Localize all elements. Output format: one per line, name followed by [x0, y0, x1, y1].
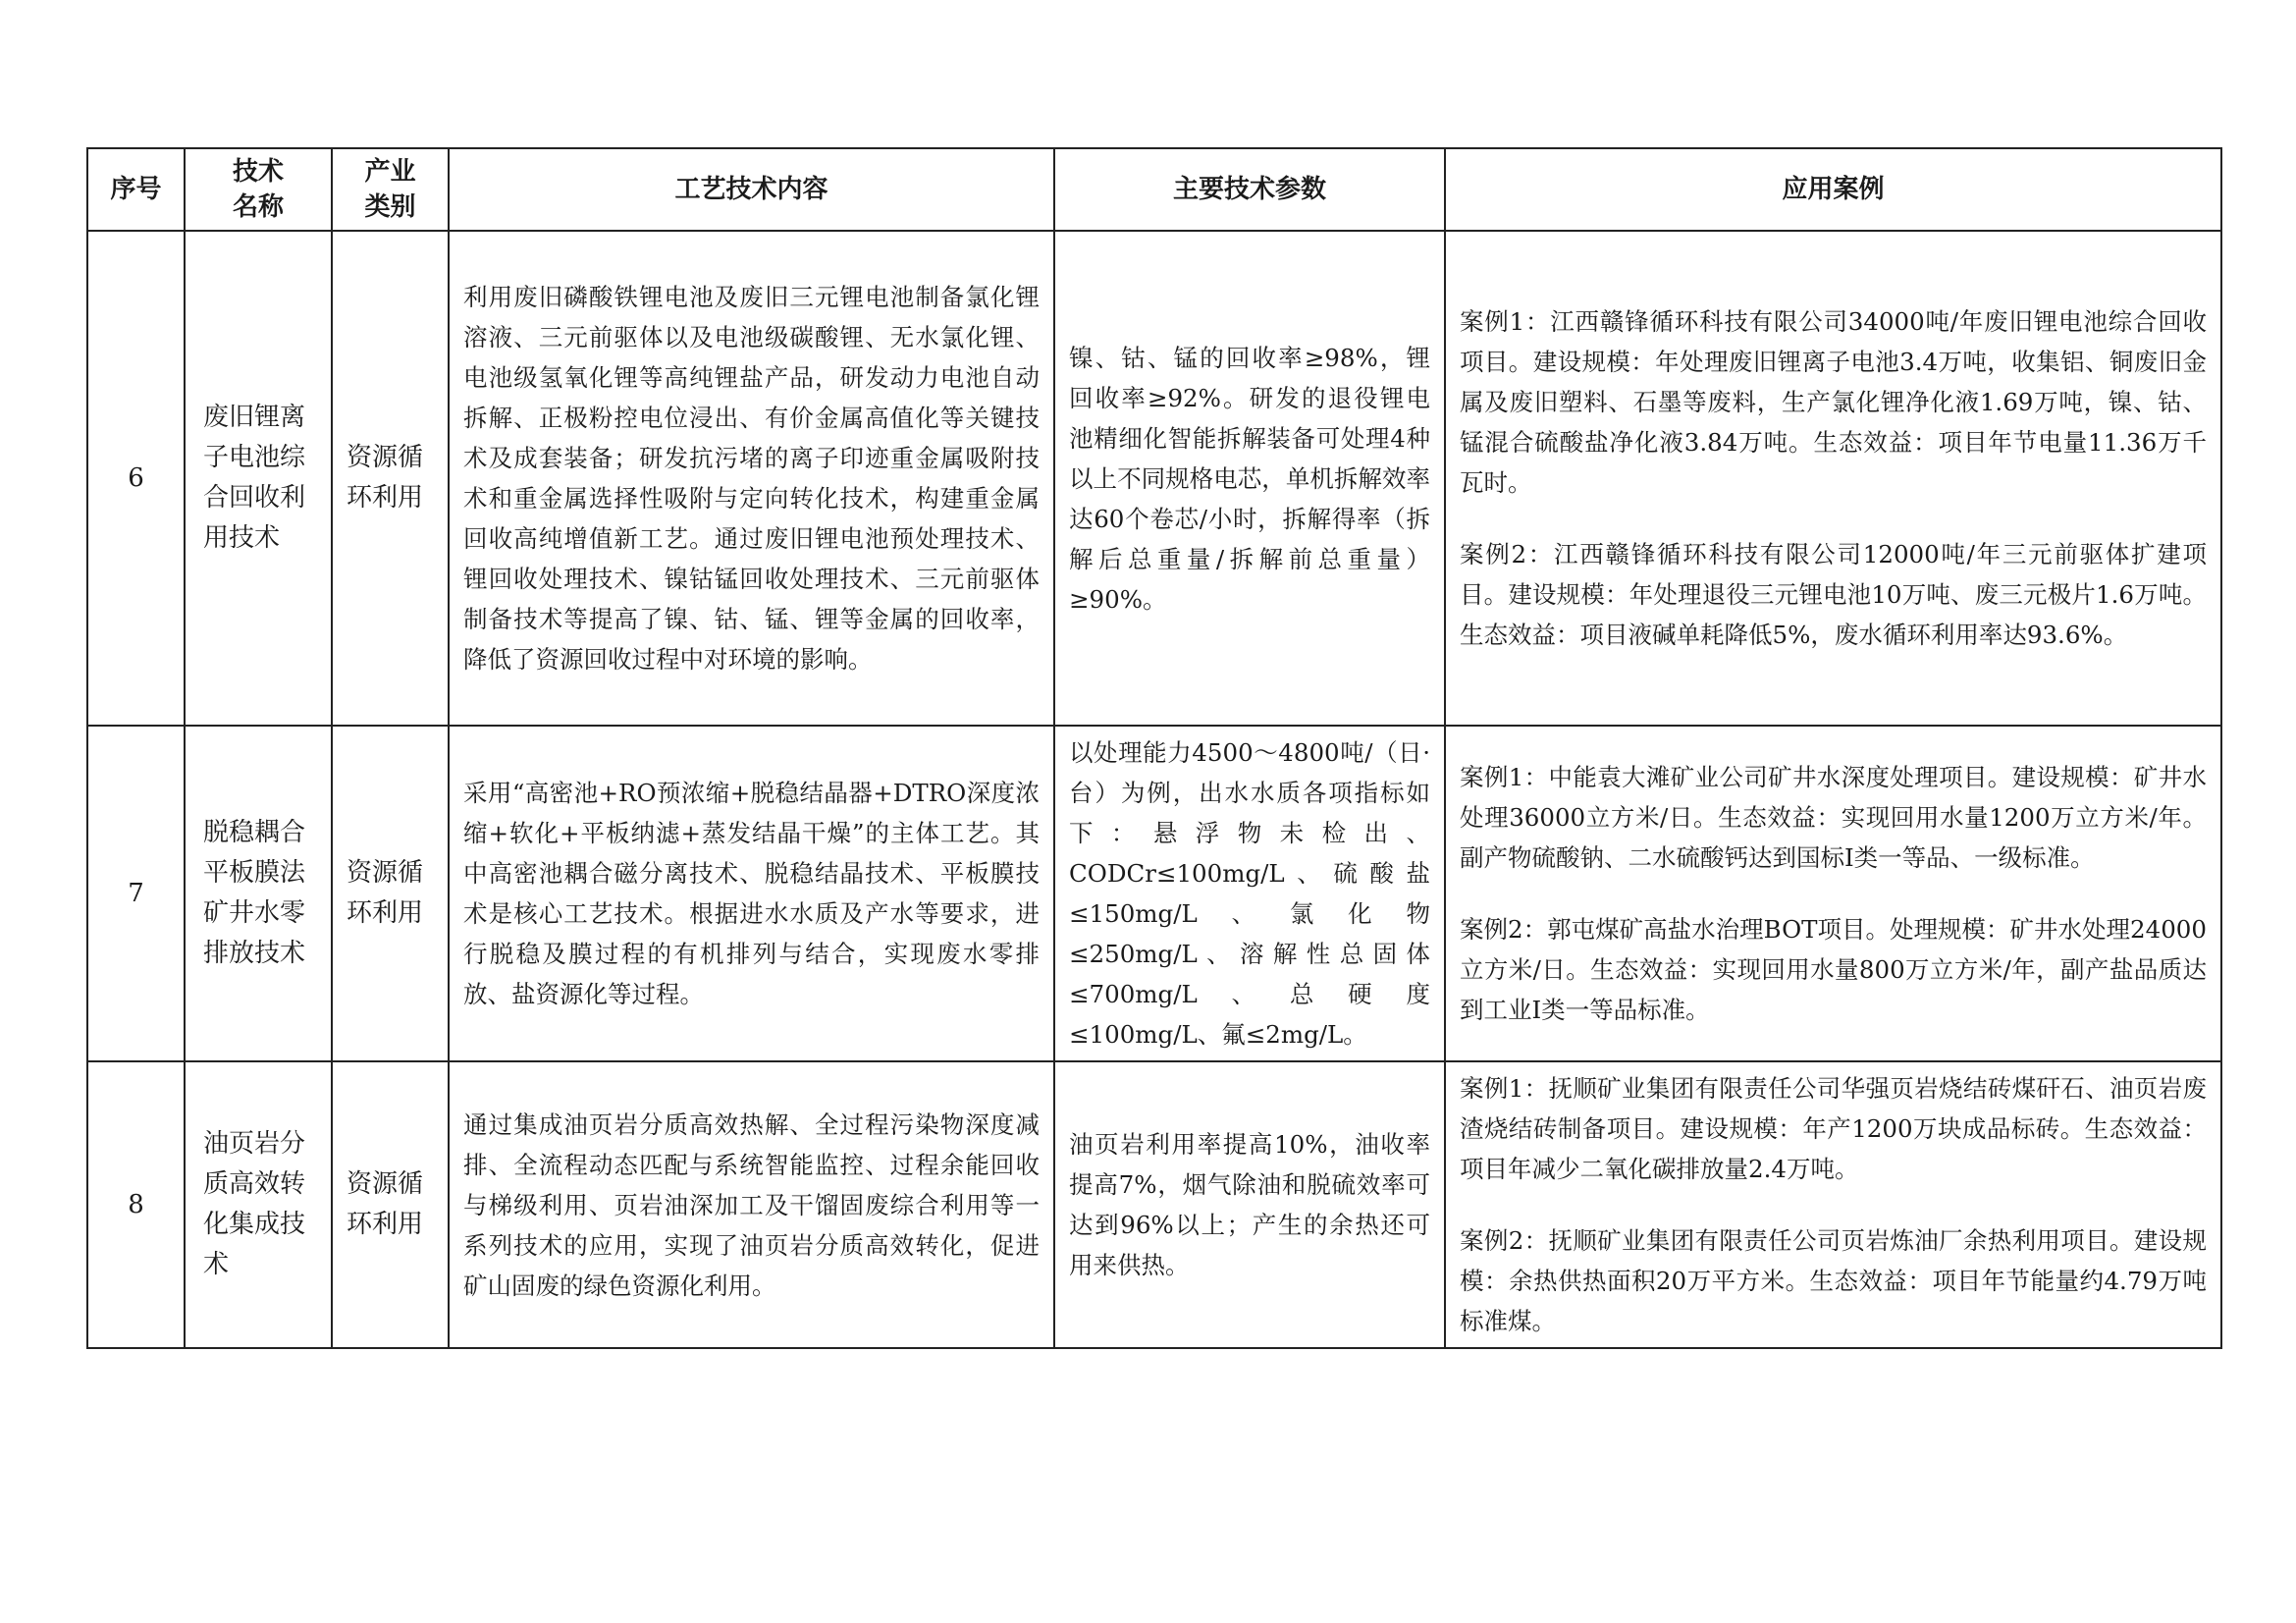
row-tech-name: 油页岩分质高效转化集成技术 [185, 1061, 332, 1348]
header-index: 序号 [87, 148, 185, 231]
row-tech-name: 废旧锂离子电池综合回收利用技术 [185, 231, 332, 726]
row-params: 镍、钴、锰的回收率≥98%，锂回收率≥92%。研发的退役锂电池精细化智能拆解装备可处理4种以上不同规格电芯，单机拆解效率达60个卷芯/小时，拆解得率（拆解后总重量/拆解前总重量）≥90%。 [1054, 231, 1445, 726]
row-index: 6 [87, 231, 185, 726]
row-params: 油页岩利用率提高10%，油收率提高7%，烟气除油和脱硫效率可达到96%以上；产生的余热还可用来供热。 [1054, 1061, 1445, 1348]
row-category: 资源循环利用 [332, 231, 449, 726]
table-row [87, 726, 2221, 1061]
row-process: 通过集成油页岩分质高效热解、全过程污染物深度减排、全流程动态匹配与系统智能监控、过程余能回收与梯级利用、页岩油深加工及干馏固废综合利用等一系列技术的应用，实现了油页岩分质高效转化，促进矿山固废的绿色资源化利用。 [449, 1061, 1054, 1348]
row-process: 利用废旧磷酸铁锂电池及废旧三元锂电池制备氯化锂溶液、三元前驱体以及电池级碳酸锂、无水氯化锂、电池级氢氧化锂等高纯锂盐产品，研发动力电池自动拆解、正极粉控电位浸出、有价金属高值化等关键技术及成套装备；研发抗污堵的离子印迹重金属吸附技术和重金属选择性吸附与定向转化技术，构建重金属回收高纯增值新工艺。通过废旧锂电池预处理技术、锂回收处理技术、镍钴锰回收处理技术、三元前驱体制备技术等提高了镍、钴、锰、锂等金属的回收率，降低了资源回收过程中对环境的影响。 [449, 231, 1054, 726]
case-item: 案例2：抚顺矿业集团有限责任公司页岩炼油厂余热利用项目。建设规模：余热供热面积20万平方米。生态效益：项目年节能量约4.79万吨标准煤。 [1460, 1226, 2207, 1335]
case-item: 案例2：江西赣锋循环科技有限公司12000吨/年三元前驱体扩建项目。建设规模：年处理退役三元锂电池10万吨、废三元极片1.6万吨。生态效益：项目液碱单耗降低5%，废水循环利用率达93.6%。 [1460, 540, 2207, 649]
case-item: 案例1：抚顺矿业集团有限责任公司华强页岩烧结砖煤矸石、油页岩废渣烧结砖制备项目。建设规模：年产1200万块成品标砖。生态效益：项目年减少二氧化碳排放量2.4万吨。 [1460, 1074, 2207, 1183]
row-params: 以处理能力4500～4800吨/（日·台）为例，出水水质各项指标如下：悬浮物未检出、CODCr≤100mg/L、硫酸盐≤150mg/L、氯化物≤250mg/L、溶解性总固体≤700mg/L、总硬度≤100mg/L、氟≤2mg/L。 [1054, 726, 1445, 1061]
header-params: 主要技术参数 [1054, 148, 1445, 231]
table-row [87, 231, 2221, 726]
row-category: 资源循环利用 [332, 726, 449, 1061]
row-cases [1445, 231, 2221, 726]
row-tech-name: 脱稳耦合平板膜法矿井水零排放技术 [185, 726, 332, 1061]
case-item: 案例2：郭屯煤矿高盐水治理BOT项目。处理规模：矿井水处理24000立方米/日。生态效益：实现回用水量800万立方米/年，副产盐品质达到工业I类一等品标准。 [1460, 915, 2207, 1024]
row-index: 7 [87, 726, 185, 1061]
case-item: 案例1：中能袁大滩矿业公司矿井水深度处理项目。建设规模：矿井水处理36000立方米/日。生态效益：实现回用水量1200万立方米/年。副产物硫酸钠、二水硫酸钙达到国标I类一等品、一级标准。 [1460, 763, 2207, 872]
table-row [87, 1061, 2221, 1348]
table-header-row [87, 148, 2221, 231]
row-process: 采用“高密池+RO预浓缩+脱稳结晶器+DTRO深度浓缩+软化+平板纳滤+蒸发结晶干燥”的主体工艺。其中高密池耦合磁分离技术、脱稳结晶技术、平板膜技术是核心工艺技术。根据进水水质及产水等要求，进行脱稳及膜过程的有机排列与结合，实现废水零排放、盐资源化等过程。 [449, 726, 1054, 1061]
row-cases [1445, 726, 2221, 1061]
header-process: 工艺技术内容 [449, 148, 1054, 231]
technology-table [86, 147, 2222, 1349]
row-category: 资源循环利用 [332, 1061, 449, 1348]
header-category: 产业类别 [332, 148, 449, 231]
header-cases: 应用案例 [1445, 148, 2221, 231]
header-name: 技术名称 [185, 148, 332, 231]
row-index: 8 [87, 1061, 185, 1348]
row-cases [1445, 1061, 2221, 1348]
case-item: 案例1：江西赣锋循环科技有限公司34000吨/年废旧锂电池综合回收项目。建设规模：年处理废旧锂离子电池3.4万吨，收集铝、铜废旧金属及废旧塑料、石墨等废料，生产氯化锂净化液1.69万吨，镍、钴、锰混合硫酸盐净化液3.84万吨。生态效益：项目年节电量11.36万千瓦时。 [1460, 307, 2207, 497]
